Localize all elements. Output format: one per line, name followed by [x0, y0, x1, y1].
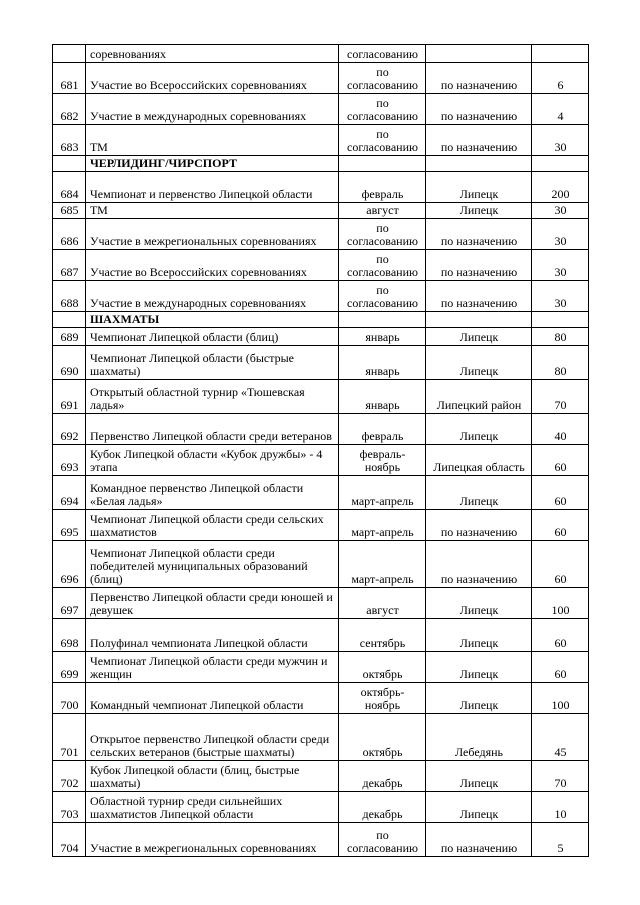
- event-name-cell: Участие в международных соревнованиях: [86, 281, 339, 312]
- participant-count-cell: 70: [532, 761, 589, 792]
- participant-count-cell: 80: [532, 328, 589, 346]
- event-place-cell: Липецк: [426, 476, 532, 510]
- event-place-cell: по назначению: [426, 250, 532, 281]
- event-date-cell: март-апрель: [339, 510, 426, 541]
- event-date-cell: февраль: [339, 414, 426, 445]
- event-date-cell: январь: [339, 380, 426, 414]
- event-date-cell: по согласованию: [339, 63, 426, 94]
- row-number-cell: 689: [53, 328, 86, 346]
- event-place-cell: Липецк: [426, 346, 532, 380]
- event-date-cell: август: [339, 203, 426, 219]
- event-name-cell: Участие в межрегиональных соревнованиях: [86, 219, 339, 250]
- row-number-cell: 696: [53, 541, 86, 588]
- event-name-cell: Участие в межрегиональных соревнованиях: [86, 823, 339, 857]
- event-name-cell: Первенство Липецкой области среди юношей и девушек: [86, 588, 339, 619]
- table-row: [53, 94, 589, 125]
- table-row: [53, 761, 589, 792]
- event-name-cell: Первенство Липецкой области среди ветеранов: [86, 414, 339, 445]
- participant-count-cell: 100: [532, 588, 589, 619]
- table-row: [53, 714, 589, 761]
- event-date-cell: по согласованию: [339, 823, 426, 857]
- event-name-cell: Кубок Липецкой области «Кубок дружбы» - 4 этапа: [86, 445, 339, 476]
- event-date-cell: август: [339, 588, 426, 619]
- event-name-cell: Участие во Всероссийских соревнованиях: [86, 63, 339, 94]
- row-number-cell: 697: [53, 588, 86, 619]
- participant-count-cell: 30: [532, 219, 589, 250]
- event-name-cell: Чемпионат Липецкой области (быстрые шахматы): [86, 346, 339, 380]
- event-date-cell: октябрь: [339, 714, 426, 761]
- event-place-cell: Липецк: [426, 652, 532, 683]
- participant-count-cell: 200: [532, 172, 589, 203]
- event-place-cell: по назначению: [426, 94, 532, 125]
- participant-count-cell: 45: [532, 714, 589, 761]
- table-row: [53, 203, 589, 219]
- row-number-cell: 685: [53, 203, 86, 219]
- event-place-cell: по назначению: [426, 823, 532, 857]
- event-name-cell: ЧЕРЛИДИНГ/ЧИРСПОРТ: [86, 156, 339, 172]
- row-number-cell: 704: [53, 823, 86, 857]
- event-place-cell: Липецк: [426, 588, 532, 619]
- row-number-cell: 682: [53, 94, 86, 125]
- table-row: [53, 281, 589, 312]
- table-row: [53, 63, 589, 94]
- row-number-cell: 683: [53, 125, 86, 156]
- table-row: [53, 823, 589, 857]
- table-row: [53, 588, 589, 619]
- event-date-cell: февраль-ноябрь: [339, 445, 426, 476]
- event-place-cell: [426, 45, 532, 63]
- event-place-cell: Липецк: [426, 761, 532, 792]
- event-name-cell: Участие в международных соревнованиях: [86, 94, 339, 125]
- table-row: [53, 45, 589, 63]
- event-name-cell: ШАХМАТЫ: [86, 312, 339, 328]
- participant-count-cell: 10: [532, 792, 589, 823]
- table-row: [53, 219, 589, 250]
- participant-count-cell: 4: [532, 94, 589, 125]
- event-name-cell: Участие во Всероссийских соревнованиях: [86, 250, 339, 281]
- row-number-cell: 690: [53, 346, 86, 380]
- events-table-body: [53, 45, 589, 857]
- event-place-cell: [426, 312, 532, 328]
- event-name-cell: Чемпионат Липецкой области среди победителей муниципальных образований (блиц): [86, 541, 339, 588]
- row-number-cell: 702: [53, 761, 86, 792]
- section-header-row: [53, 312, 589, 328]
- participant-count-cell: 60: [532, 541, 589, 588]
- event-place-cell: Липецк: [426, 414, 532, 445]
- row-number-cell: 691: [53, 380, 86, 414]
- table-row: [53, 541, 589, 588]
- event-date-cell: октябрь: [339, 652, 426, 683]
- participant-count-cell: 40: [532, 414, 589, 445]
- row-number-cell: 693: [53, 445, 86, 476]
- row-number-cell: 699: [53, 652, 86, 683]
- event-date-cell: по согласованию: [339, 250, 426, 281]
- row-number-cell: [53, 45, 86, 63]
- row-number-cell: 686: [53, 219, 86, 250]
- event-place-cell: по назначению: [426, 219, 532, 250]
- event-place-cell: Липецк: [426, 328, 532, 346]
- participant-count-cell: 80: [532, 346, 589, 380]
- event-name-cell: Открытый областной турнир «Тюшевская ладья»: [86, 380, 339, 414]
- participant-count-cell: 30: [532, 250, 589, 281]
- event-date-cell: согласованию: [339, 45, 426, 63]
- table-row: [53, 476, 589, 510]
- participant-count-cell: 60: [532, 510, 589, 541]
- event-name-cell: Чемпионат и первенство Липецкой области: [86, 172, 339, 203]
- event-name-cell: соревнованиях: [86, 45, 339, 63]
- event-date-cell: февраль: [339, 172, 426, 203]
- row-number-cell: 695: [53, 510, 86, 541]
- event-name-cell: Командное первенство Липецкой области «Белая ладья»: [86, 476, 339, 510]
- row-number-cell: 687: [53, 250, 86, 281]
- event-place-cell: Липецк: [426, 683, 532, 714]
- event-date-cell: декабрь: [339, 761, 426, 792]
- event-place-cell: по назначению: [426, 510, 532, 541]
- table-row: [53, 172, 589, 203]
- event-place-cell: Липецкая область: [426, 445, 532, 476]
- row-number-cell: 703: [53, 792, 86, 823]
- event-place-cell: Липецк: [426, 203, 532, 219]
- row-number-cell: 684: [53, 172, 86, 203]
- event-date-cell: январь: [339, 328, 426, 346]
- table-row: [53, 652, 589, 683]
- table-row: [53, 346, 589, 380]
- event-place-cell: по назначению: [426, 125, 532, 156]
- participant-count-cell: 5: [532, 823, 589, 857]
- table-row: [53, 792, 589, 823]
- participant-count-cell: 60: [532, 445, 589, 476]
- participant-count-cell: [532, 156, 589, 172]
- table-row: [53, 250, 589, 281]
- event-place-cell: Липецкий район: [426, 380, 532, 414]
- table-row: [53, 619, 589, 652]
- event-date-cell: октябрь-ноябрь: [339, 683, 426, 714]
- section-header-row: [53, 156, 589, 172]
- table-row: [53, 380, 589, 414]
- participant-count-cell: 30: [532, 125, 589, 156]
- event-name-cell: Полуфинал чемпионата Липецкой области: [86, 619, 339, 652]
- event-place-cell: Лебедянь: [426, 714, 532, 761]
- participant-count-cell: 100: [532, 683, 589, 714]
- participant-count-cell: 30: [532, 281, 589, 312]
- table-row: [53, 683, 589, 714]
- row-number-cell: [53, 156, 86, 172]
- event-place-cell: Липецк: [426, 792, 532, 823]
- table-row: [53, 510, 589, 541]
- events-table: [52, 44, 589, 857]
- event-date-cell: по согласованию: [339, 219, 426, 250]
- row-number-cell: 700: [53, 683, 86, 714]
- event-name-cell: Чемпионат Липецкой области среди мужчин и женщин: [86, 652, 339, 683]
- event-date-cell: январь: [339, 346, 426, 380]
- event-date-cell: по согласованию: [339, 125, 426, 156]
- event-date-cell: декабрь: [339, 792, 426, 823]
- event-date-cell: сентябрь: [339, 619, 426, 652]
- event-place-cell: по назначению: [426, 541, 532, 588]
- table-row: [53, 414, 589, 445]
- participant-count-cell: 30: [532, 203, 589, 219]
- table-row: [53, 328, 589, 346]
- event-name-cell: Открытое первенство Липецкой области среди сельских ветеранов (быстрые шахматы): [86, 714, 339, 761]
- event-date-cell: [339, 312, 426, 328]
- event-date-cell: [339, 156, 426, 172]
- event-name-cell: ТМ: [86, 203, 339, 219]
- event-date-cell: по согласованию: [339, 281, 426, 312]
- row-number-cell: 681: [53, 63, 86, 94]
- event-place-cell: по назначению: [426, 281, 532, 312]
- row-number-cell: [53, 312, 86, 328]
- table-row: [53, 125, 589, 156]
- row-number-cell: 698: [53, 619, 86, 652]
- row-number-cell: 694: [53, 476, 86, 510]
- participant-count-cell: [532, 312, 589, 328]
- table-row: [53, 445, 589, 476]
- event-name-cell: Чемпионат Липецкой области среди сельских шахматистов: [86, 510, 339, 541]
- participant-count-cell: 60: [532, 652, 589, 683]
- participant-count-cell: 60: [532, 476, 589, 510]
- row-number-cell: 692: [53, 414, 86, 445]
- row-number-cell: 701: [53, 714, 86, 761]
- event-date-cell: март-апрель: [339, 541, 426, 588]
- event-place-cell: Липецк: [426, 619, 532, 652]
- participant-count-cell: [532, 45, 589, 63]
- event-date-cell: март-апрель: [339, 476, 426, 510]
- event-place-cell: [426, 156, 532, 172]
- participant-count-cell: 60: [532, 619, 589, 652]
- event-name-cell: Командный чемпионат Липецкой области: [86, 683, 339, 714]
- row-number-cell: 688: [53, 281, 86, 312]
- participant-count-cell: 6: [532, 63, 589, 94]
- participant-count-cell: 70: [532, 380, 589, 414]
- event-date-cell: по согласованию: [339, 94, 426, 125]
- event-name-cell: ТМ: [86, 125, 339, 156]
- event-name-cell: Областной турнир среди сильнейших шахматистов Липецкой области: [86, 792, 339, 823]
- event-name-cell: Чемпионат Липецкой области (блиц): [86, 328, 339, 346]
- event-place-cell: Липецк: [426, 172, 532, 203]
- event-place-cell: по назначению: [426, 63, 532, 94]
- event-name-cell: Кубок Липецкой области (блиц, быстрые шахматы): [86, 761, 339, 792]
